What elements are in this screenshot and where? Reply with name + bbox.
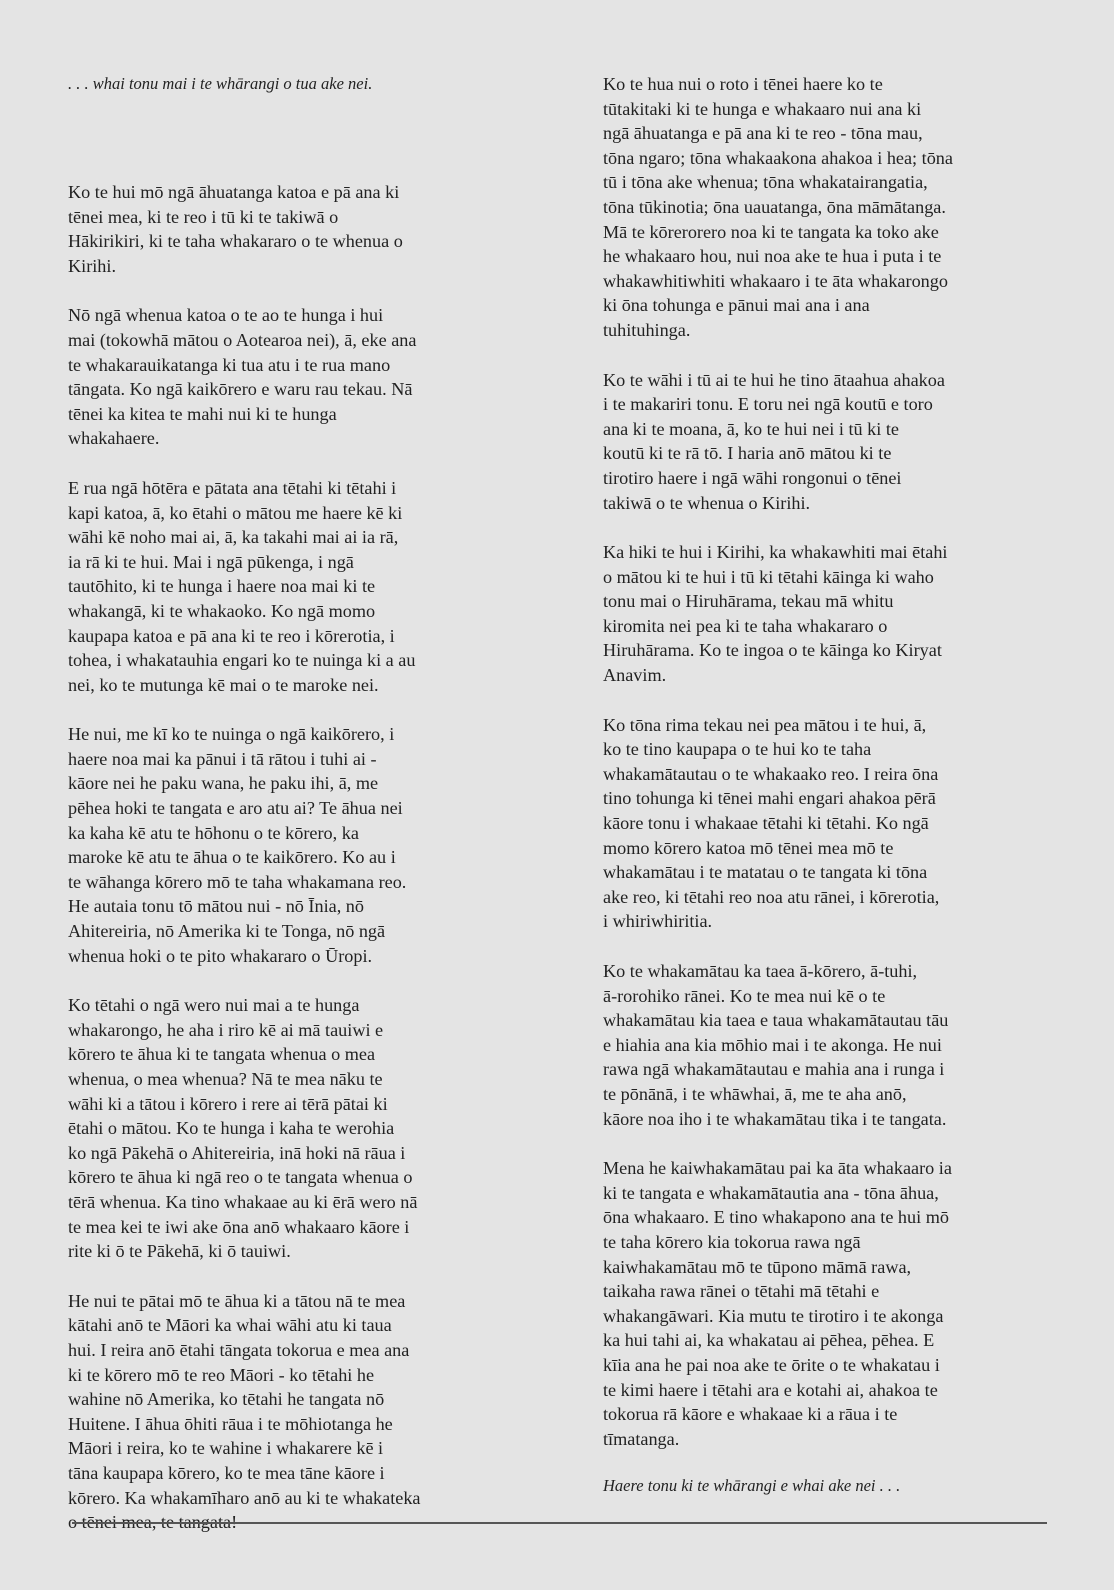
paragraph: E rua ngā hōtēra e pātata ana tētahi ki tētahi i kapi katoa, ā, ko ētahi o mātou me haere kē ki wāhi kē noho mai ai, ā, ka takahi mai ai ia rā, ia rā ki te hui. Mai i ngā pūkenga, i ngā tautōhito, ki te hunga i haere noa mai ki te whakangā, ki te whakaoko. Ko ngā momo kaupapa katoa e pā ana ki te reo i kōrerotia, i tohea, i whakatauhia engari ko te nuinga ki a au nei, ko te mutunga kē mai o te maroke nei. xyxy=(68,477,416,695)
footer-rule xyxy=(72,1522,1047,1524)
paragraph: Nō ngā whenua katoa o te ao te hunga i hui mai (tokowhā mātou o Aotearoa nei), ā, eke ana te whakarauikatanga ki tua atu i te rua mano tāngata. Ko ngā kaikōrero e waru rau tekau. Nā tēnei ka kitea te mahi nui ki te hunga whakahaere. xyxy=(68,305,417,449)
paragraph: Ko tōna rima tekau nei pea mātou i te hui, ā, ko te tino kaupapa o te hui ko te taha whakamātautau o te whakaako reo. I reira ōna tino tohunga ki tēnei mahi engari ahakoa pērā kāore tonu i whakaae tētahi ki tētahi. Ko ngā momo kōrero katoa mō tēnei mea mō te whakamātau i te matatau o te tangata ki tōna ake reo, ki tētahi reo noa atu rānei, i kōrerotia, i whiriwhiritia. xyxy=(603,714,940,932)
right-column xyxy=(603,72,1053,1476)
paragraph: Mena he kaiwhakamātau pai ka āta whakaaro ia ki te tangata e whakamātautia ana - tōna āhua, ōna whakaaro. E tino whakapono ana te hui mō te taha kōrero kia tokorua rawa ngā kaiwhakamātau mō te tūpono māmā rawa, taikaha rawa rānei o tētahi mā tētahi e whakangāwari. Kia mutu te tirotiro i te akonga ka hui tahi ai, ka whakatau ai pēhea, pēhea. E kīia ana he pai noa ake te ōrite o te whakatau i te kimi haere i tētahi ara e kotahi ai, ahakoa te tokorua rā kāore e whakaae ki a rāua i te tīmatanga. xyxy=(603,1158,952,1449)
continued-on-note: Haere tonu ki te whārangi e whai ake nei . . . xyxy=(603,1476,901,1495)
paragraph: Ko te wāhi i tū ai te hui he tino ātaahua ahakoa i te makariri tonu. E toru nei ngā koutū e toro ana ki te moana, ā, ko te hui nei i tū ki te koutū ki te rā tō. I haria anō mātou ki te tirotiro haere i ngā wāhi rongonui o tēnei takiwā o te whenua o Kirihi. xyxy=(603,369,945,513)
continued-from-note: . . . whai tonu mai i te whārangi o tua ake nei. xyxy=(68,74,373,93)
paragraph: Ka hiki te hui i Kirihi, ka whakawhiti mai ētahi o mātou ki te hui i tū ki tētahi kāinga ki waho tonu mai o Hiruhārama, tekau mā whitu kiromita nei pea ki te taha whakararo o Hiruhārama. Ko te ingoa o te kāinga ko Kiryat Anavim. xyxy=(603,542,948,686)
paragraph: He nui, me kī ko te nuinga o ngā kaikōrero, i haere noa mai ka pānui i tā rātou i tuhi ai - kāore nei he paku wana, he paku ihi, ā, me pēhea hoki te tangata e aro atu ai? Te āhua nei ka kaha kē atu te hōhonu o te kōrero, ka maroke kē atu te āhua o te kaikōrero. Ko au i te wāhanga kōrero mō te taha whakamana reo. He autaia tonu tō mātou nui - nō Īnia, nō Ahitereiria, nō Amerika ki te Tonga, nō ngā whenua hoki o te pito whakararo o Ūropi. xyxy=(68,724,407,966)
paragraph: Ko tētahi o ngā wero nui mai a te hunga whakarongo, he aha i riro kē ai mā tauiwi e kōrero te āhua ki te tangata whenua o mea whenua, o mea whenua? Nā te mea nāku te wāhi ki a tātou i kōrero i rere ai tērā pātai ki ētahi o mātou. Ko te hunga i kaha te werohia ko ngā Pākehā o Ahitereiria, inā hoki nā rāua i kōrero te āhua ki ngā reo o te tangata whenua o tērā whenua. Ka tino whakaae au ki ērā wero nā te mea kei te iwi ake ōna anō whakaaro kāore i rite ki ō te Pākehā, ki ō tauiwi. xyxy=(68,995,418,1262)
paragraph: Ko te hua nui o roto i tēnei haere ko te tūtakitaki ki te hunga e whakaaro nui ana ki ngā āhuatanga e pā ana ki te reo - tōna mau, tōna ngaro; tōna whakaakona ahakoa i hea; tōna tū i tōna ake whenua; tōna whakatairangatia, tōna tūkinotia; ōna uauatanga, ōna māmātanga. Mā te kōrerorero noa ki te tangata ka toko ake he whakaaro hou, nui noa ake te hua i puta i te whakawhitiwhiti whakaaro i te āta whakarongo ki ōna tohunga e pānui mai ana i ana tuhituhinga. xyxy=(603,74,953,340)
paragraph: Ko te whakamātau ka taea ā-kōrero, ā-tuhi, ā-rorohiko rānei. Ko te mea nui kē o te whakamātau kia taea e taua whakamātautau tāu e hiahia ana kia mōhio mai i te akonga. He nui rawa ngā whakamātautau e mahia ana i runga i te pōnānā, i te whāwhai, ā, me te aha anō, kāore noa iho i te whakamātau tika i te tangata. xyxy=(603,961,949,1129)
paragraph: Ko te hui mō ngā āhuatanga katoa e pā ana ki tēnei mea, ki te reo i tū ki te takiwā o Hākirikiri, ki te taha whakararo o te whenua o Kirihi. xyxy=(68,182,403,276)
left-column xyxy=(68,72,520,1560)
paragraph: He nui te pātai mō te āhua ki a tātou nā te mea kātahi anō te Māori ka whai wāhi atu ki taua hui. I reira anō ētahi tāngata tokorua e mea ana ki te kōrero mō te reo Māori - ko tētahi he wahine nō Amerika, ko tētahi he tangata nō Huitene. I āhua ōhiti rāua i te mōhiotanga he Māori i reira, ko te wahine i whakarere kē i tāna kaupapa kōrero, ko te mea tāne kāore i kōrero. Ka whakamīharo anō au ki te whakateka o tēnei mea, te tangata! xyxy=(68,1290,421,1533)
